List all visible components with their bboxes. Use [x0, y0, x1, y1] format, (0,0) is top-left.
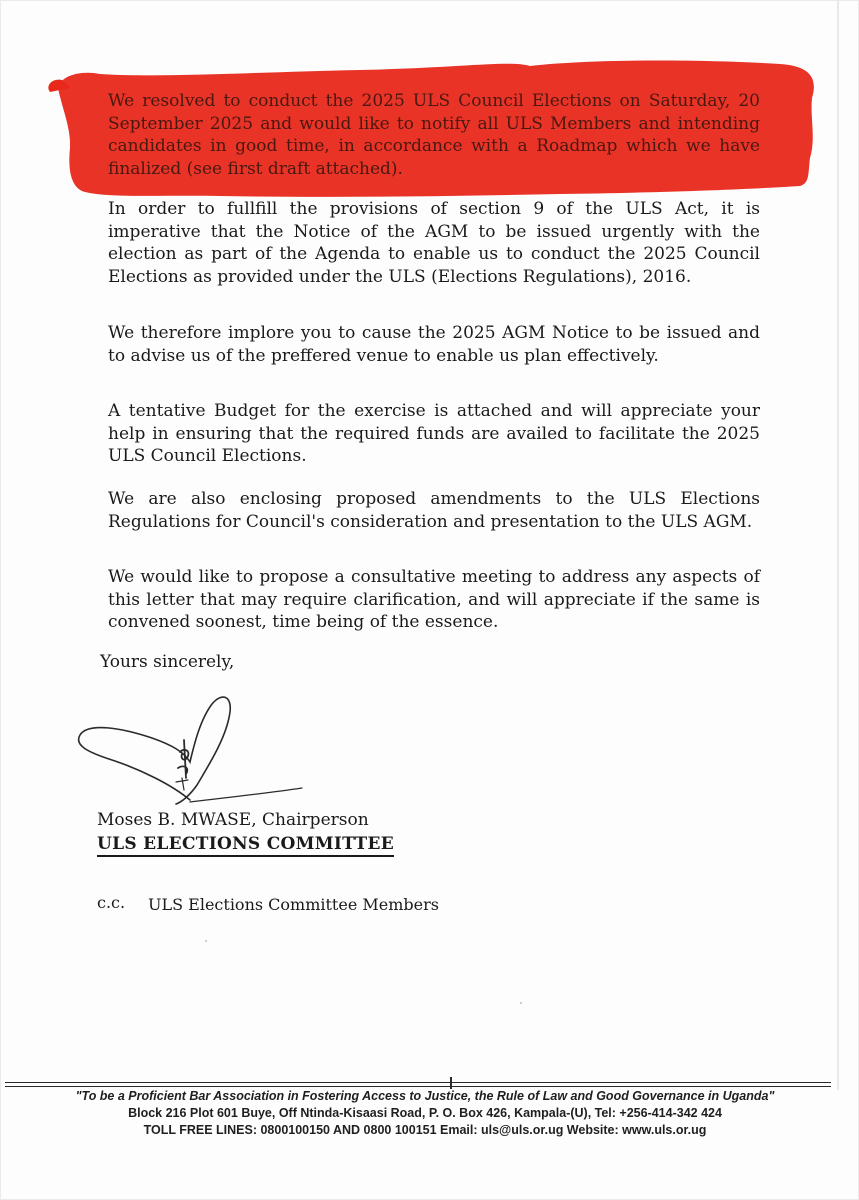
cc-recipients: ULS Elections Committee Members	[148, 895, 439, 914]
paragraph-implore: We therefore implore you to cause the 2025 AGM Notice to be issued and to advise us of the preffered venue to enable us plan effectively.	[108, 323, 760, 366]
paragraph-election-date: We resolved to conduct the 2025 ULS Council Elections on Saturday, 20 September 2025 and would like to notify all ULS Members and intending candidates in good time, in accordance with a Roadmap which we have finalized (see first draft attached).	[108, 91, 760, 179]
signer-name: Moses B. MWASE, Chairperson	[97, 810, 369, 830]
cc-label: c.c.	[97, 893, 126, 912]
paragraph-consultative-meeting: We would like to propose a consultative meeting to address any aspects of this letter that may require clarification, and will appreciate if the same is convened soonest, time being of the essence.	[108, 567, 760, 632]
paragraph-amendments: We are also enclosing proposed amendments to the ULS Elections Regulations for Council's consideration and presentation to the ULS AGM.	[108, 489, 760, 532]
page-edge-shadow	[837, 0, 839, 1090]
handwritten-signature-icon	[72, 690, 322, 815]
footer-rule	[5, 1082, 831, 1083]
committee-title: ULS ELECTIONS COMMITTEE	[97, 834, 394, 857]
closing-salutation: Yours sincerely,	[100, 652, 235, 672]
footer-motto: "To be a Proficient Bar Association in Fostering Access to Justice, the Rule of Law and Good Governance in Uganda"	[75, 1089, 775, 1103]
footer-contacts: TOLL FREE LINES: 0800100150 AND 0800 100151 Email: uls@uls.or.ug Website: www.uls.or.ug	[143, 1123, 707, 1137]
paragraph-budget: A tentative Budget for the exercise is attached and will appreciate your help in ensuring that the required funds are availed to facilitate the 2025 ULS Council Elections.	[108, 401, 760, 466]
footer-address: Block 216 Plot 601 Buye, Off Ntinda-Kisaasi Road, P. O. Box 426, Kampala-(U), Tel: +256-414-342 424	[128, 1106, 722, 1120]
footer-rule-tick	[450, 1077, 452, 1089]
scan-speck	[520, 1002, 522, 1004]
scan-speck	[205, 940, 207, 942]
paragraph-agm-notice: In order to fullfill the provisions of section 9 of the ULS Act, it is imperative that the Notice of the AGM to be issued urgently with the election as part of the Agenda to enable us to conduct the 2025 Council Elections as provided under the ULS (Elections Regulations), 2016.	[108, 199, 760, 287]
footer-rule	[5, 1086, 831, 1087]
